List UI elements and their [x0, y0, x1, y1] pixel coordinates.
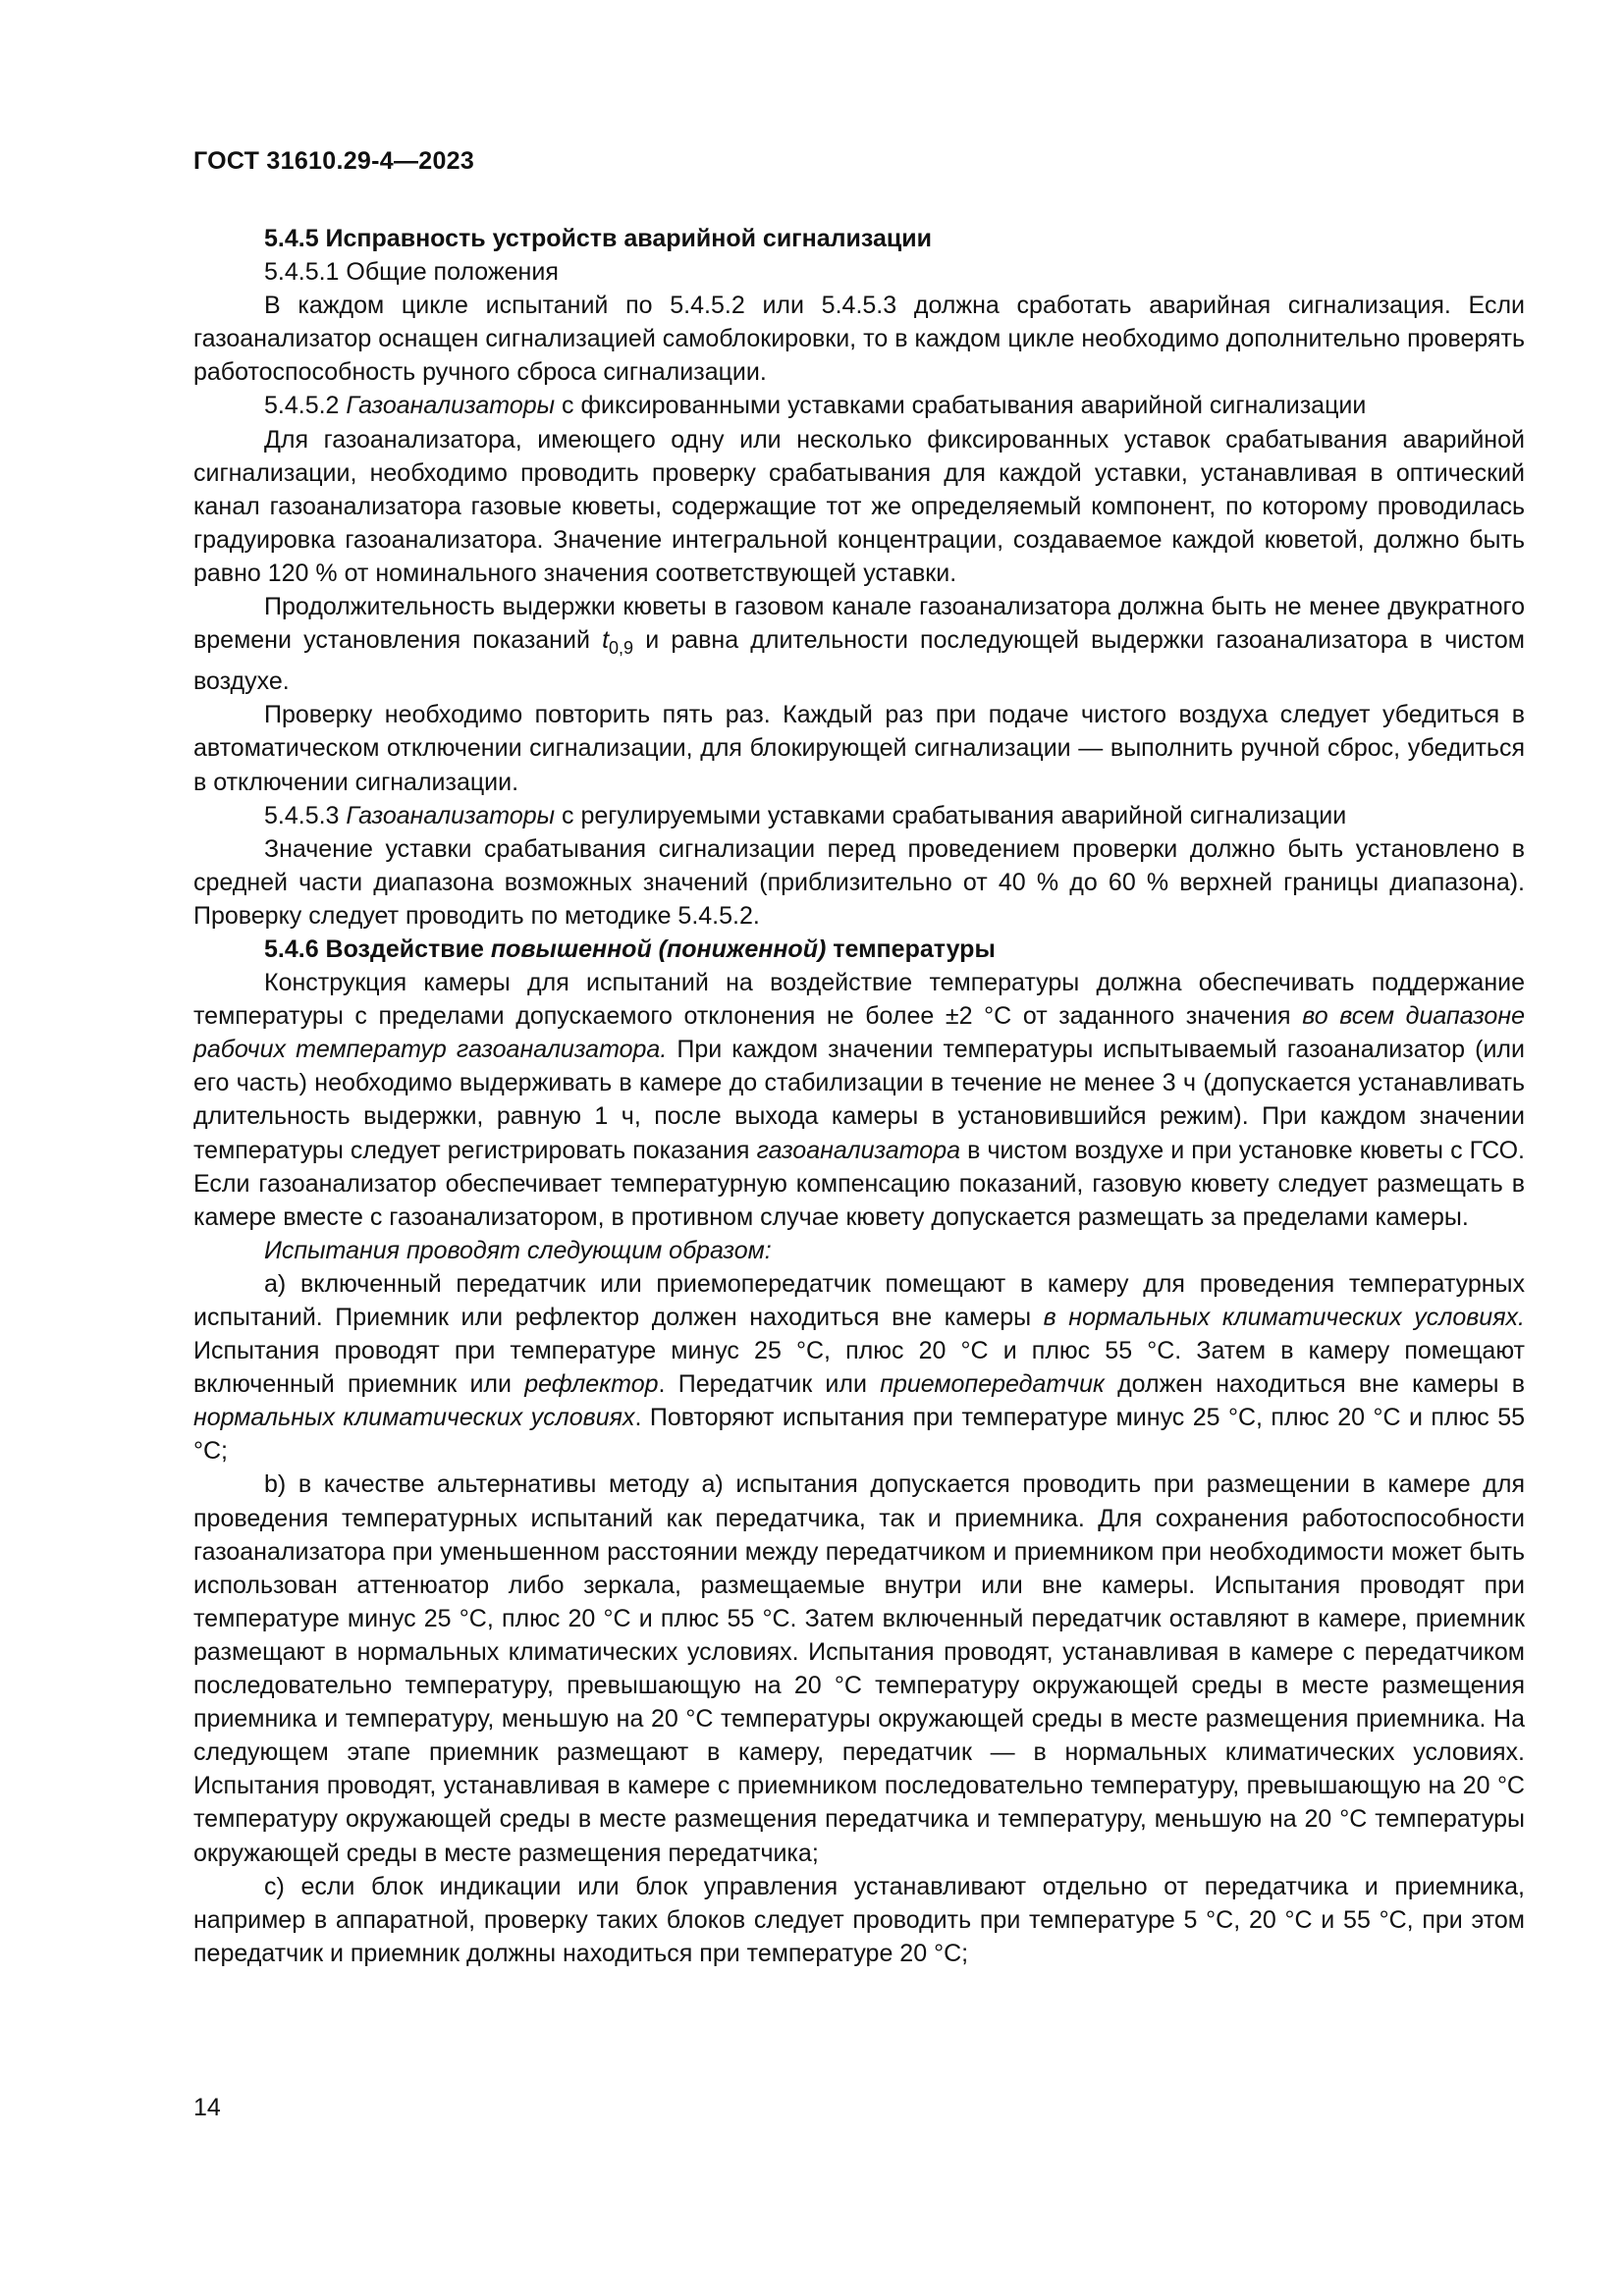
italic-term: повышенной (пониженной) [490, 934, 827, 963]
text-run: При каждом значении температуры испытываемый газоанализатор (или его часть) необходимо выдерживать в камере до стабилизации в течение не менее 3 ч (допускается устанавливать длительность выдержки, равную 1 ч, после выхода камеры в установившийся режим). При каждом значении температуры следует регистрировать показания [193, 1036, 1525, 1164]
italic-run: во всем диапазоне рабочих температур газоанализатора. [193, 1002, 1525, 1064]
text-run: Испытания проводят при температуре минус 25 °C, плюс 20 °C и плюс 55 °C. Затем в камеру помещают включенный приемник или [193, 1337, 1525, 1399]
text-run: . Повторяют испытания при температуре минус 25 °C, плюс 20 °C и плюс 55 °C; [193, 1404, 1526, 1466]
heading-text: 5.4.6 Воздействие [264, 934, 484, 963]
section-number: 5.4.5.2 [264, 392, 340, 420]
paragraph-5-4-5-2-b [193, 590, 1525, 698]
text-run: a) включенный передатчик или приемопередатчик помещают в камеру для проведения температурных испытаний. Приемник или рефлектор должен находиться вне камеры [193, 1269, 1525, 1331]
heading-text: с регулируемыми уставками срабатывания аварийной сигнализации [562, 801, 1347, 829]
subscript: 0,9 [609, 638, 634, 659]
text-run: в чистом воздухе и при установке кюветы с ГСО. Если газоанализатор обеспечивает температурную компенсацию показаний, газовую кювету следует размещать в камере вместе с газоанализатором, в противном случае кювету допускается размещать за пределами камеры. [193, 1136, 1525, 1231]
heading-text: с фиксированными уставками срабатывания аварийной сигнализации [562, 392, 1367, 420]
italic-run: в нормальных климатических условиях. [1043, 1304, 1526, 1331]
section-5-4-6-heading [193, 933, 1525, 966]
italic-run: газоанализатора [756, 1136, 960, 1164]
italic-run: рефлектор [524, 1370, 659, 1399]
section-5-4-5-2-heading [193, 389, 1525, 422]
document-body [193, 222, 1525, 1970]
text-run: . Передатчик или [658, 1370, 867, 1399]
italic-run: приемопередатчик [880, 1370, 1105, 1399]
italic-run: нормальных климатических условиях [193, 1404, 635, 1432]
paragraph-5-4-6-a [193, 966, 1525, 1234]
italic-run: Испытания проводят следующим образом: [264, 1236, 772, 1264]
page-number: 14 [193, 2094, 221, 2121]
text-run: Конструкция камеры для испытаний на воздействие температуры должна обеспечивать поддержание температуры с пределами допускаемого отклонения не более ±2 °C от заданного значения [193, 969, 1525, 1031]
italic-term: Газоанализаторы [346, 801, 556, 829]
heading-text: температуры [833, 934, 996, 963]
list-item-a [193, 1267, 1525, 1468]
section-5-4-5-heading: 5.4.5 Исправность устройств аварийной сигнализации [264, 225, 932, 252]
text-run: Продолжительность выдержки кюветы в газовом канале газоанализатора должна быть не менее двукратного времени установления показаний [193, 593, 1525, 655]
section-5-4-5-3-heading [193, 799, 1525, 832]
paragraph-5-4-5-2-a: Для газоанализатора, имеющего одну или несколько фиксированных уставок срабатывания аварийной сигнализации, необходимо проводить проверку срабатывания для каждой уставки, устанавливая в оптический канал газоанализатора газовые кюветы, содержащие тот же определяемый компонент, по которому проводилась градуировка газоанализатора. Значение интегральной концентрации, создаваемое каждой кюветой, должно быть равно 120 % от номинального значения соответствующей уставки. [193, 425, 1525, 587]
list-item-c: c) если блок индикации или блок управления устанавливают отдельно от передатчика и приемника, например в аппаратной, проверку таких блоков следует проводить при температуре 5 °C, 20 °C и 55 °C, при этом передатчик и приемник должны находиться при температуре 20 °C; [193, 1872, 1525, 1967]
paragraph-5-4-5-3: Значение уставки срабатывания сигнализации перед проведением проверки должно быть установлено в средней части диапазона возможных значений (приблизительно от 40 % до 60 % верхней границы диапазона). Проверку следует проводить по методике 5.4.5.2. [193, 834, 1525, 930]
paragraph-5-4-5-2-c: Проверку необходимо повторить пять раз. Каждый раз при подаче чистого воздуха следует убедиться в автоматическом отключении сигнализации, для блокирующей сигнализации — выполнить ручной сброс, убедиться в отключении сигнализации. [193, 701, 1525, 796]
symbol-t: t [602, 626, 610, 655]
italic-term: Газоанализаторы [346, 392, 556, 420]
paragraph-5-4-5-1: В каждом цикле испытаний по 5.4.5.2 или 5.4.5.3 должна сработать аварийная сигнализация. Если газоанализатор оснащен сигнализацией самоблокировки, то в каждом цикле необходимо дополнительно проверять работоспособность ручного сброса сигнализации. [193, 292, 1525, 387]
list-item-b: b) в качестве альтернативы методу a) испытания допускается проводить при размещении в камере для проведения температурных испытаний как передатчика, так и приемника. Для сохранения работоспособности газоанализатора при уменьшенном расстоянии между передатчиком и приемником при необходимости может быть использован аттенюатор либо зеркала, размещаемые внутри или вне камеры. Испытания проводят при температуре минус 25 °C, плюс 20 °C и плюс 55 °C. Затем включенный передатчик оставляют в камере, приемник размещают в нормальных климатических условиях. Испытания проводят, устанавливая в камере с передатчиком последовательно температуру, превышающую на 20 °C температуру окружающей среды в месте размещения приемника и температуру, меньшую на 20 °C температуры окружающей среды в месте размещения приемника. На следующем этапе приемник размещают в камеру, передатчик — в нормальных климатических условиях. Испытания проводят, устанавливая в камере с приемником последовательно температуру, превышающую на 20 °C температуру окружающей среды в месте размещения передатчика и температуру, меньшую на 20 °C температуры окружающей среды в месте размещения передатчика; [193, 1470, 1525, 1867]
section-5-4-5-1-heading: 5.4.5.1 Общие положения [264, 258, 559, 287]
section-number: 5.4.5.3 [264, 801, 340, 829]
text-run: и равна длительности последующей выдержки газоанализатора в чистом воздухе. [193, 626, 1525, 696]
text-run: должен находиться вне камеры в [1117, 1370, 1525, 1399]
paragraph-5-4-6-b [193, 1234, 1525, 1267]
document-header: ГОСТ 31610.29-4—2023 [193, 147, 475, 175]
